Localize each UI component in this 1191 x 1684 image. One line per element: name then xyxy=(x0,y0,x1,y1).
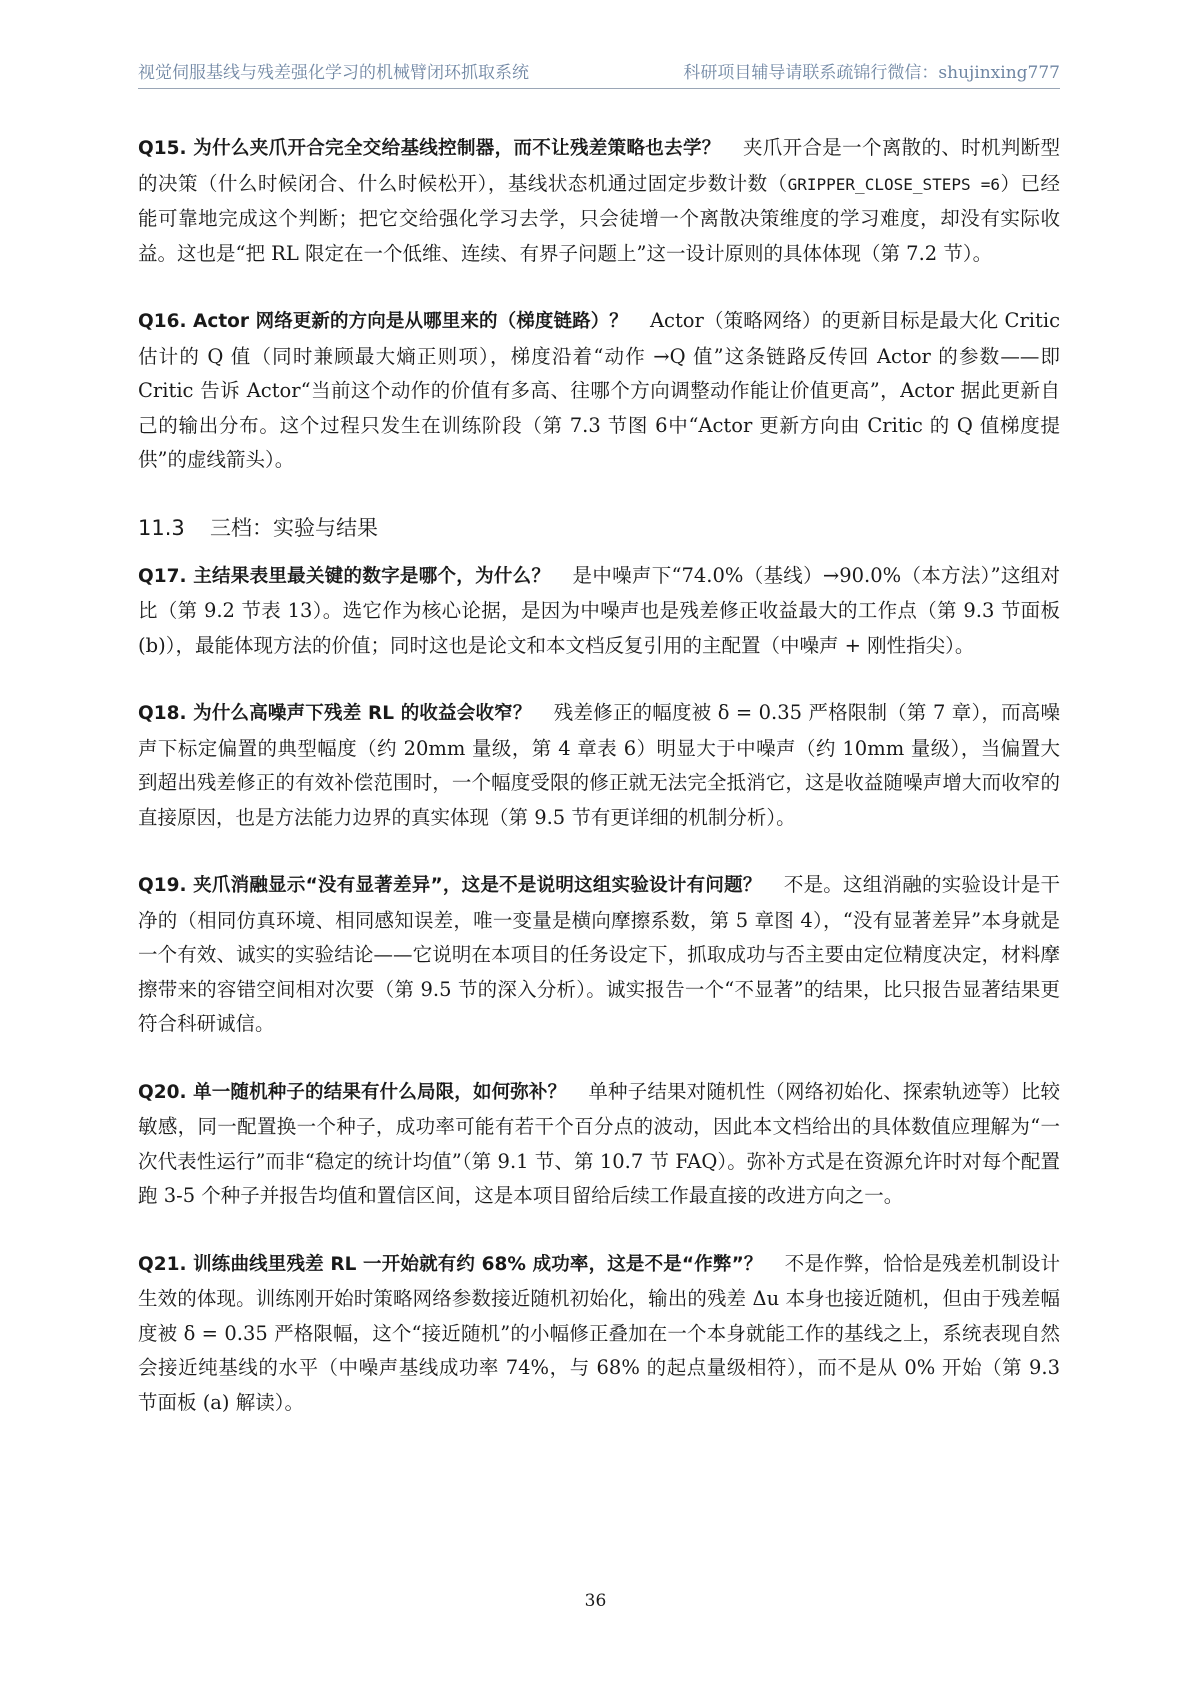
qa-q19 xyxy=(138,868,1060,1042)
qa-q20 xyxy=(138,1075,1060,1214)
question-q16: Q16. Actor 网络更新的方向是从哪里来的（梯度链路）？ xyxy=(138,311,628,332)
question-q19: Q19. 夹爪消融显示“没有显著差异”，这是不是说明这组实验设计有问题？ xyxy=(138,875,762,896)
qa-q15 xyxy=(138,131,1060,271)
answer-q15-part2: ）已经能可靠地完成这个判断；把它交给强化学习去学，只会徒增一个离散决策维度的学习难度，却没有实际收益。这也是“把 RL 限定在一个低维、连续、有界子问题上”这一设计原则的具体体现（第 7.2 节）。 xyxy=(138,171,1060,265)
answer-q20: 单种子结果对随机性（网络初始化、探索轨迹等）比较敏感，同一配置换一个种子，成功率可能有若干个百分点的波动，因此本文档给出的具体数值应理解为“一次代表性运行”而非“稳定的统计均值”（第 9.1 节、第 10.7 节 FAQ）。弥补方式是在资源允许时对每个配置跑 3-5 个种子并报告均值和置信区间，这是本项目留给后续工作最直接的改进方向之一。 xyxy=(138,1079,1060,1207)
answer-q16: Actor（策略网络）的更新目标是最大化 Critic 估计的 Q 值（同时兼顾最大熵正则项），梯度沿着“动作 →Q 值”这条链路反传回 Actor 的参数——即 Critic 告诉 Actor“当前这个动作的价值有多高、往哪个方向调整动作能让价值更高”，Actor 据此更新自己的输出分布。这个过程只发生在训练阶段（第 7.3 节图 6中“Actor 更新方向由 Critic 的 Q 值梯度提供”的虚线箭头）。 xyxy=(138,309,1061,471)
section-heading xyxy=(138,511,1060,545)
section-title: 三档：实验与结果 xyxy=(210,515,378,540)
answer-q18: 残差修正的幅度被 δ = 0.35 严格限制（第 7 章），而高噪声下标定偏置的典型幅度（约 20mm 量级，第 4 章表 6）明显大于中噪声（约 10mm 量级），当偏置大到超出残差修正的有效补偿范围时，一个幅度受限的修正就无法完全抵消它，这是收益随噪声增大而收窄的直接原因，也是方法能力边界的真实体现（第 9.5 节有更详细的机制分析）。 xyxy=(138,701,1060,829)
section-number: 11.3 xyxy=(138,515,185,540)
answer-q19: 不是。这组消融的实验设计是干净的（相同仿真环境、相同感知误差，唯一变量是横向摩擦系数，第 5 章图 4），“没有显著差异”本身就是一个有效、诚实的实验结论——它说明在本项目的任务设定下，抓取成功与否主要由定位精度决定，材料摩擦带来的容错空间相对次要（第 9.5 节的深入分析）。诚实报告一个“不显著”的结果，比只报告显著结果更符合科研诚信。 xyxy=(138,873,1060,1035)
answer-q15-code: GRIPPER_CLOSE_STEPS =6 xyxy=(787,174,1001,194)
header-title: 视觉伺服基线与残差强化学习的机械臂闭环抓取系统 xyxy=(138,63,529,83)
answer-q17: 是中噪声下“74.0%（基线）→90.0%（本方法）”这组对比（第 9.2 节表 13）。选它作为核心论据，是因为中噪声也是残差修正收益最大的工作点（第 9.3 节面板 (b)），最能体现方法的价值；同时这也是论文和本文档反复引用的主配置（中噪声 + 刚性指尖）。 xyxy=(138,563,1060,657)
qa-q16 xyxy=(138,304,1060,478)
qa-q21 xyxy=(138,1247,1060,1421)
running-header xyxy=(138,58,1060,89)
question-q20: Q20. 单一随机种子的结果有什么局限，如何弥补？ xyxy=(138,1081,567,1103)
page-number: 36 xyxy=(584,1591,607,1611)
question-q18: Q18. 为什么高噪声下残差 RL 的收益会收窄？ xyxy=(138,703,532,724)
header-contact: 科研项目辅导请联系疏锦行微信：shujinxing777 xyxy=(683,63,1060,83)
question-q21: Q21. 训练曲线里残差 RL 一开始就有约 68% 成功率，这是不是“作弊”？ xyxy=(138,1253,763,1275)
answer-q15-part1: 夹爪开合是一个离散的、时机判断型的决策（什么时候闭合、什么时候松开），基线状态机通过固定步数计数（ xyxy=(138,136,1060,195)
qa-q17 xyxy=(138,559,1060,664)
question-q15: Q15. 为什么夹爪开合完全交给基线控制器，而不让残差策略也去学？ xyxy=(138,138,721,159)
question-q17: Q17. 主结果表里最关键的数字是哪个，为什么？ xyxy=(138,565,551,587)
answer-q21: 不是作弊，恰恰是残差机制设计生效的体现。训练刚开始时策略网络参数接近随机初始化，输出的残差 Δu 本身也接近随机，但由于残差幅度被 δ = 0.35 严格限幅，这个“接近随机”的小幅修正叠加在一个本身就能工作的基线之上，系统表现自然会接近纯基线的水平（中噪声基线成功率 74%，与 68% 的起点量级相符），而不是从 0% 开始（第 9.3 节面板 (a) 解读）。 xyxy=(138,1251,1060,1414)
qa-q18 xyxy=(138,696,1060,835)
main-content xyxy=(138,131,1060,1453)
